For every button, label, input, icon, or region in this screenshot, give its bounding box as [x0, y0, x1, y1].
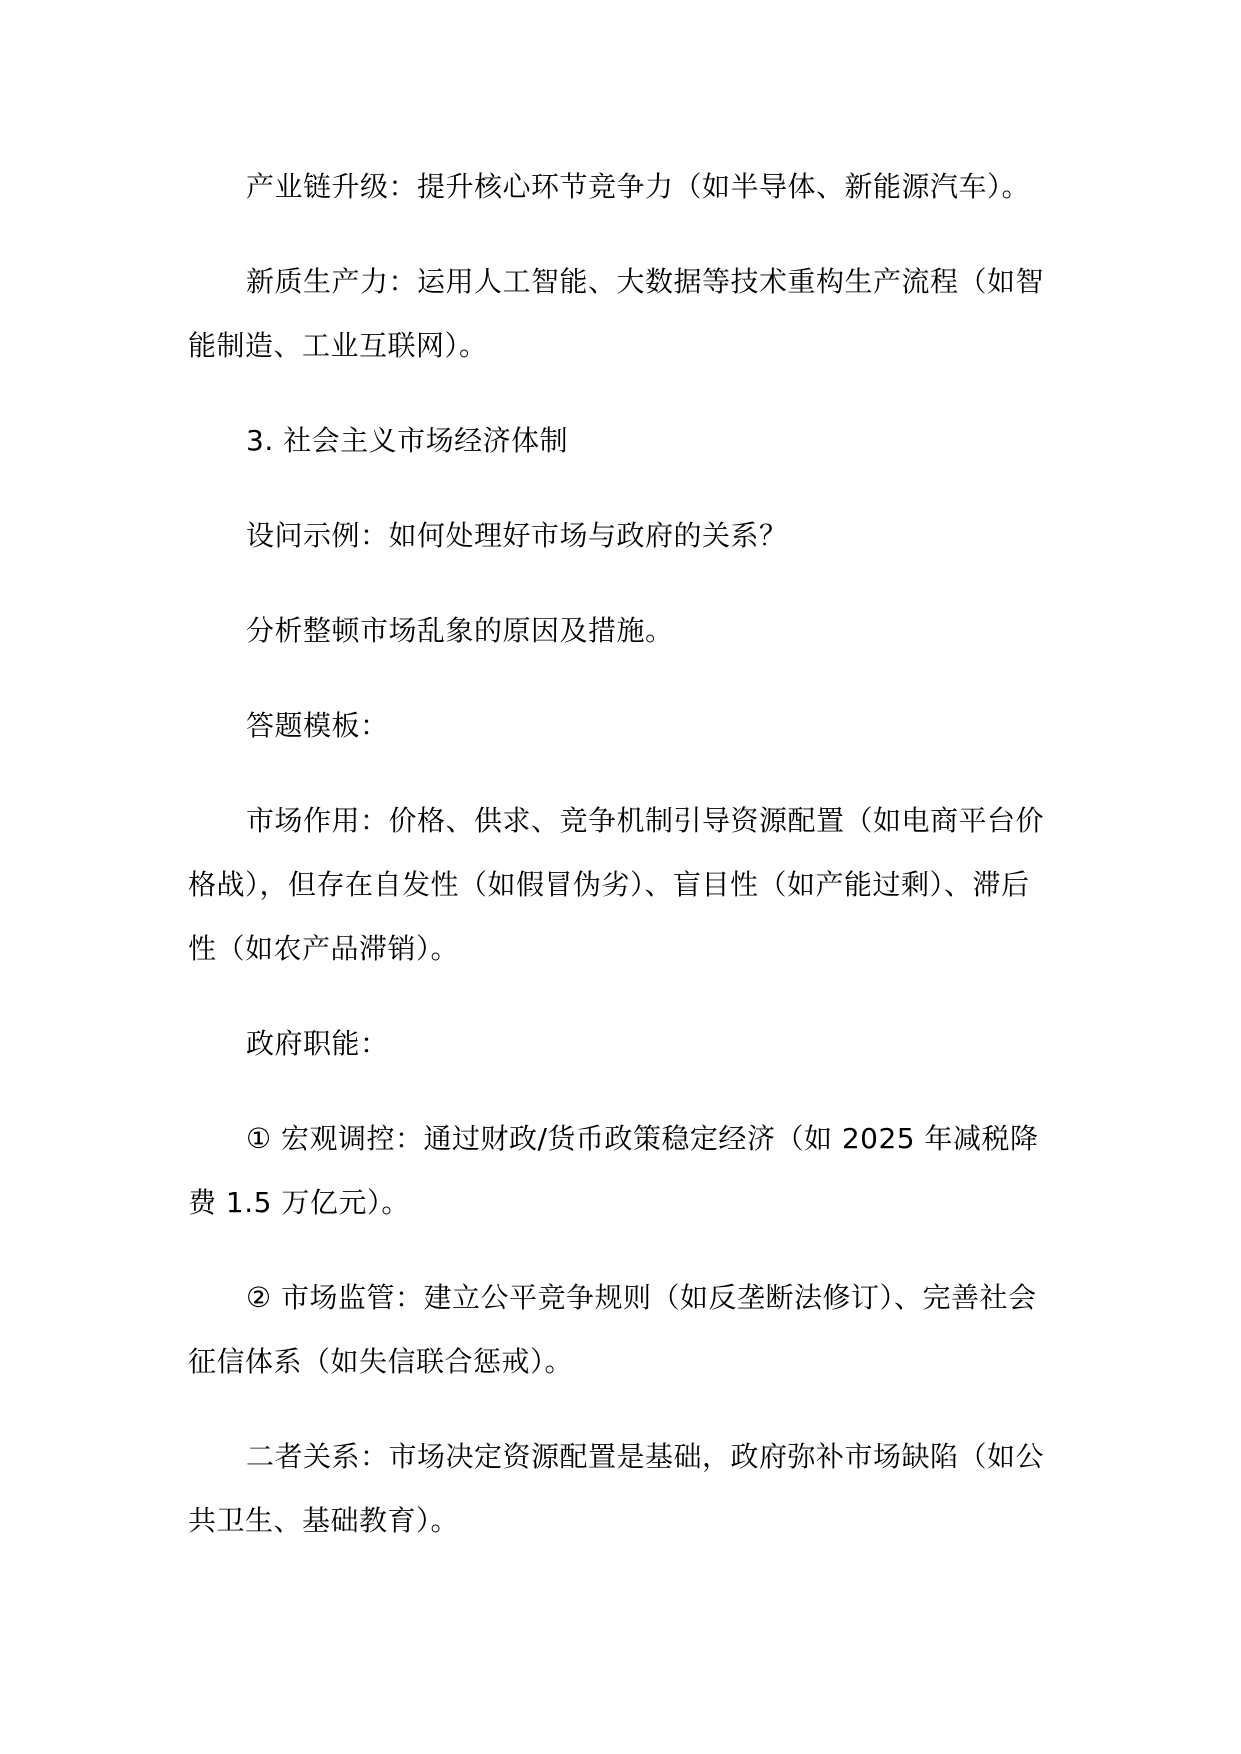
paragraph-macro-control: ① 宏观调控：通过财政/货币政策稳定经济（如 2025 年减税降费 1.5 万亿元）。 — [188, 1122, 1039, 1219]
paragraph-market-role: 市场作用：价格、供求、竞争机制引导资源配置（如电商平台价格战），但存在自发性（如假冒伪劣）、盲目性（如产能过剩）、滞后性（如农产品滞销）。 — [188, 804, 1045, 965]
paragraph-market-supervision: ② 市场监管：建立公平竞争规则（如反垄断法修订）、完善社会征信体系（如失信联合惩戒）。 — [188, 1281, 1037, 1378]
section-heading-market-economy: 3. 社会主义市场经济体制 — [246, 424, 569, 457]
paragraph-answer-template-label: 答题模板： — [246, 709, 389, 742]
paragraph-analysis: 分析整顿市场乱象的原因及措施。 — [246, 614, 674, 647]
document-body — [188, 155, 1056, 1584]
paragraph-industry-chain: 产业链升级：提升核心环节竞争力（如半导体、新能源汽车）。 — [246, 170, 1031, 203]
paragraph-relationship: 二者关系：市场决定资源配置是基础，政府弥补市场缺陷（如公共卫生、基础教育）。 — [188, 1440, 1045, 1537]
paragraph-question-example: 设问示例：如何处理好市场与政府的关系？ — [246, 519, 788, 552]
paragraph-government-function-label: 政府职能： — [246, 1027, 389, 1060]
paragraph-new-productivity: 新质生产力：运用人工智能、大数据等技术重构生产流程（如智能制造、工业互联网）。 — [188, 265, 1045, 362]
